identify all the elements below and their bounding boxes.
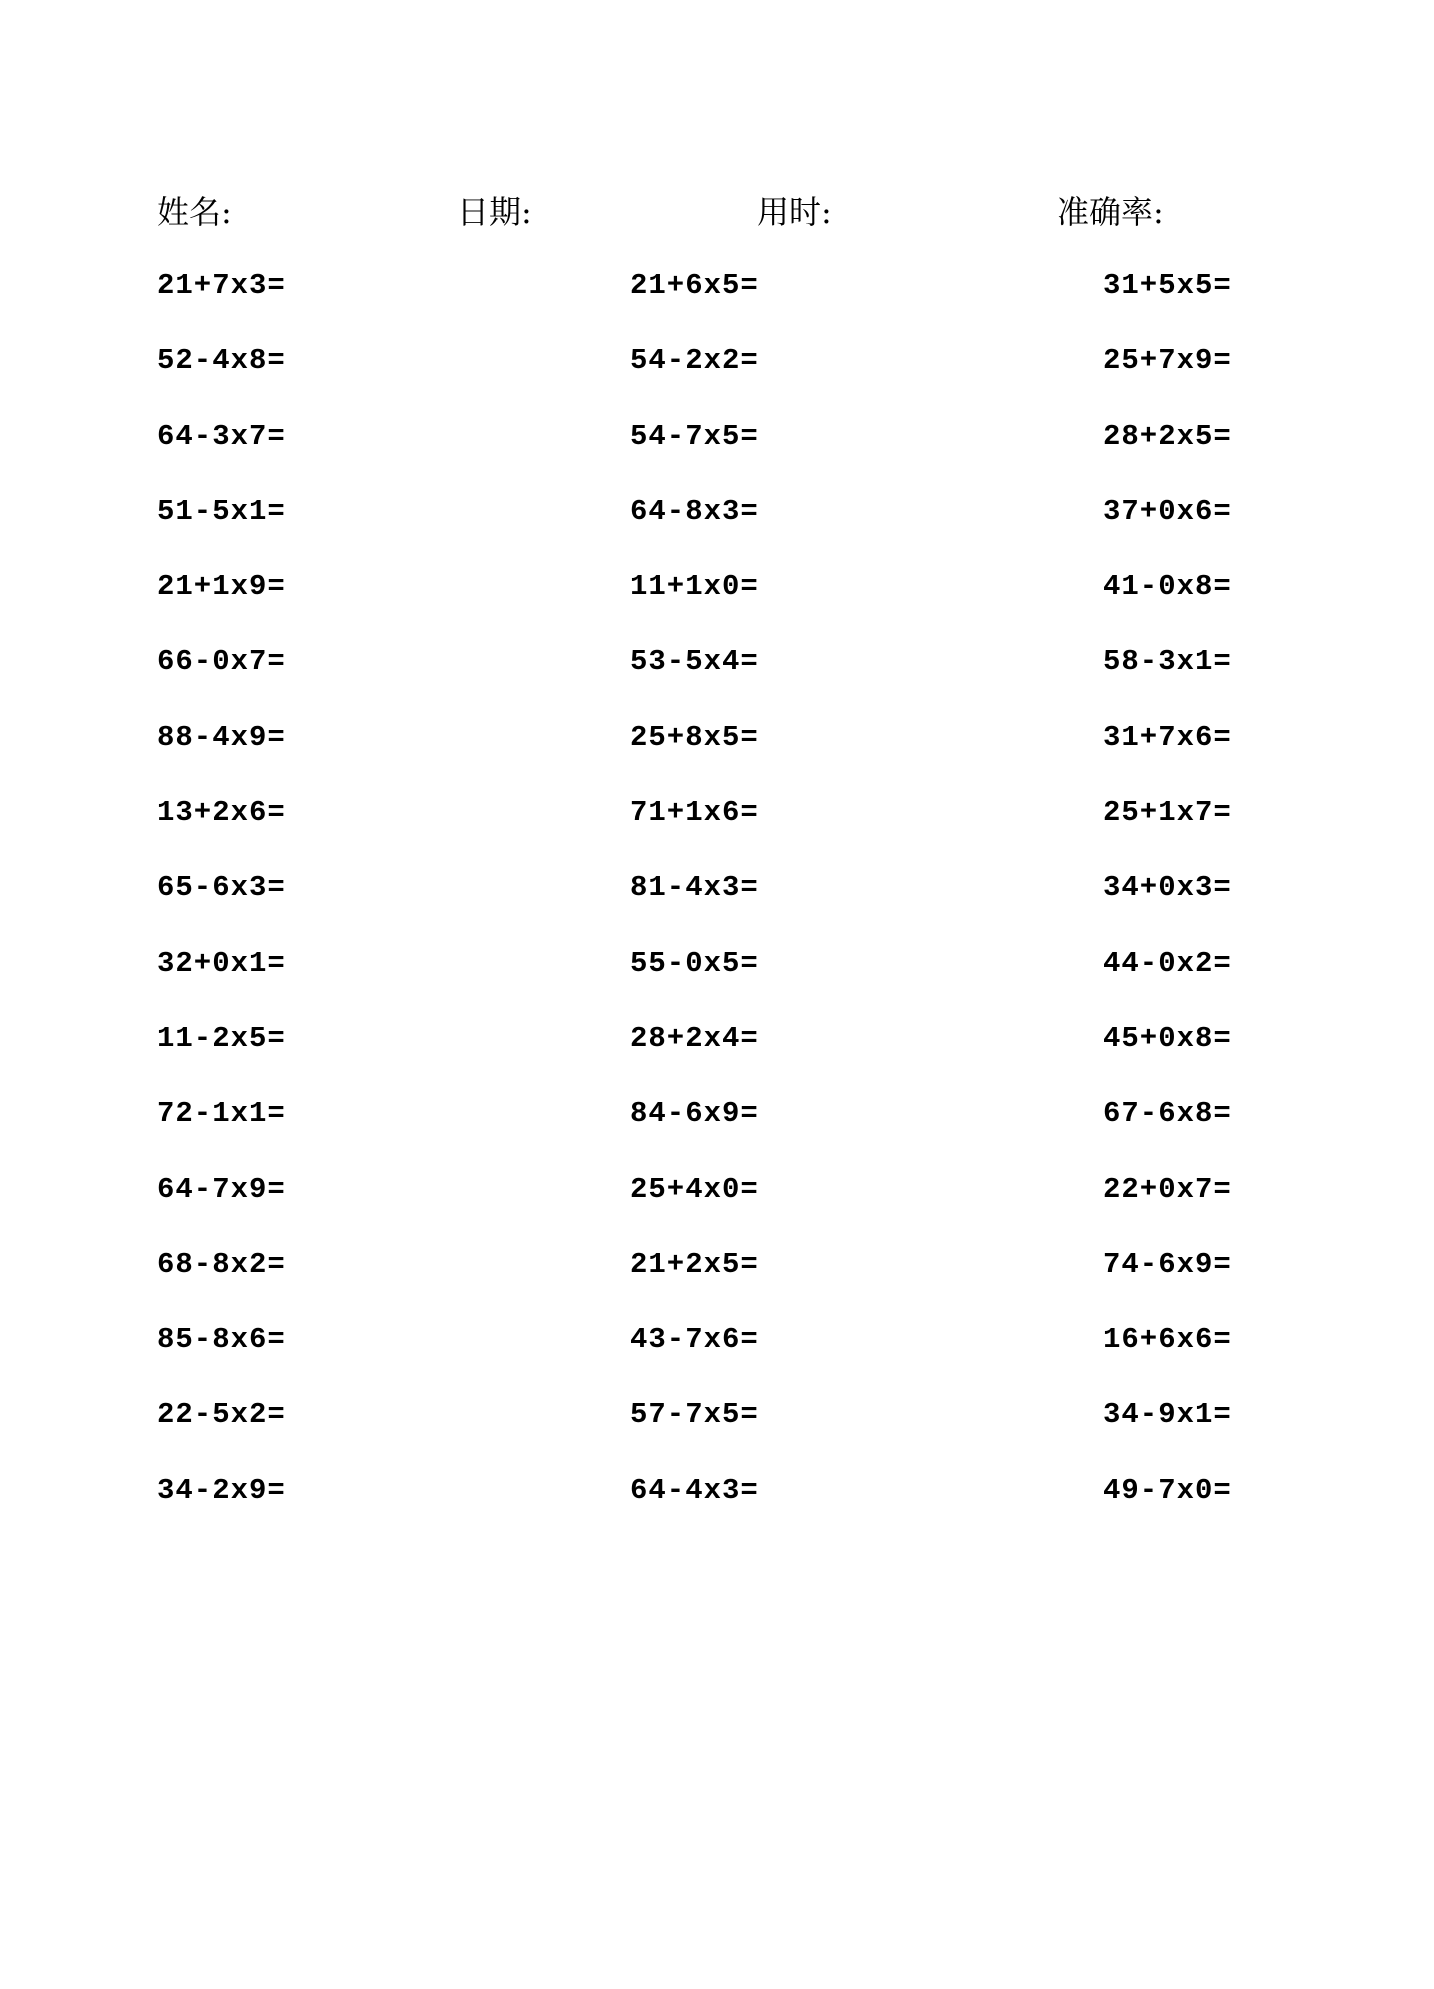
problem-row <box>0 262 1434 337</box>
math-problem: 64-4x3= <box>630 1473 759 1507</box>
math-problem: 72-1x1= <box>157 1097 286 1131</box>
problem-row <box>0 864 1434 939</box>
math-problem: 22+0x7= <box>1103 1172 1232 1206</box>
worksheet-header <box>0 187 1434 237</box>
problem-row <box>0 488 1434 563</box>
problem-row <box>0 789 1434 864</box>
math-problem: 28+2x5= <box>1103 419 1232 453</box>
math-problem: 51-5x1= <box>157 494 286 528</box>
math-problem: 25+1x7= <box>1103 796 1232 830</box>
problem-row <box>0 1166 1434 1241</box>
math-problem: 64-7x9= <box>157 1172 286 1206</box>
name-label: 姓名: <box>157 193 232 231</box>
problem-grid <box>0 262 1434 1542</box>
problem-row <box>0 563 1434 638</box>
math-problem: 16+6x6= <box>1103 1323 1232 1357</box>
math-problem: 67-6x8= <box>1103 1097 1232 1131</box>
math-problem: 32+0x1= <box>157 946 286 980</box>
math-problem: 31+5x5= <box>1103 269 1232 302</box>
math-problem: 21+7x3= <box>157 269 286 302</box>
math-problem: 13+2x6= <box>157 796 286 830</box>
math-problem: 45+0x8= <box>1103 1021 1232 1055</box>
math-problem: 22-5x2= <box>157 1398 286 1432</box>
math-problem: 57-7x5= <box>630 1398 759 1432</box>
math-problem: 21+1x9= <box>157 570 286 604</box>
math-problem: 44-0x2= <box>1103 946 1232 980</box>
math-problem: 58-3x1= <box>1103 645 1232 679</box>
problem-row <box>0 1391 1434 1466</box>
math-problem: 21+2x5= <box>630 1247 759 1281</box>
math-problem: 37+0x6= <box>1103 494 1232 528</box>
date-label: 日期: <box>457 193 532 231</box>
math-problem: 25+8x5= <box>630 720 759 754</box>
math-problem: 21+6x5= <box>630 269 759 302</box>
math-problem: 34+0x3= <box>1103 871 1232 905</box>
math-problem: 11+1x0= <box>630 570 759 604</box>
math-problem: 34-9x1= <box>1103 1398 1232 1432</box>
math-problem: 68-8x2= <box>157 1247 286 1281</box>
time-label: 用时: <box>757 193 832 231</box>
math-problem: 25+4x0= <box>630 1172 759 1206</box>
problem-row <box>0 638 1434 713</box>
math-problem: 54-7x5= <box>630 419 759 453</box>
math-problem: 64-3x7= <box>157 419 286 453</box>
problem-row <box>0 1015 1434 1090</box>
math-problem: 64-8x3= <box>630 494 759 528</box>
problem-row <box>0 337 1434 412</box>
accuracy-label: 准确率: <box>1057 193 1164 231</box>
math-problem: 25+7x9= <box>1103 344 1232 378</box>
math-problem: 55-0x5= <box>630 946 759 980</box>
math-problem: 85-8x6= <box>157 1323 286 1357</box>
math-problem: 53-5x4= <box>630 645 759 679</box>
math-problem: 43-7x6= <box>630 1323 759 1357</box>
math-problem: 28+2x4= <box>630 1021 759 1055</box>
math-problem: 31+7x6= <box>1103 720 1232 754</box>
problem-row <box>0 1467 1434 1542</box>
math-problem: 81-4x3= <box>630 871 759 905</box>
math-problem: 54-2x2= <box>630 344 759 378</box>
math-problem: 41-0x8= <box>1103 570 1232 604</box>
problem-row <box>0 1090 1434 1165</box>
math-problem: 71+1x6= <box>630 796 759 830</box>
math-problem: 49-7x0= <box>1103 1473 1232 1507</box>
problem-row <box>0 940 1434 1015</box>
problem-row <box>0 1316 1434 1391</box>
math-problem: 11-2x5= <box>157 1021 286 1055</box>
problem-row <box>0 1241 1434 1316</box>
problem-row <box>0 714 1434 789</box>
math-problem: 66-0x7= <box>157 645 286 679</box>
math-problem: 74-6x9= <box>1103 1247 1232 1281</box>
math-problem: 34-2x9= <box>157 1473 286 1507</box>
math-problem: 84-6x9= <box>630 1097 759 1131</box>
math-problem: 52-4x8= <box>157 344 286 378</box>
math-problem: 88-4x9= <box>157 720 286 754</box>
math-problem: 65-6x3= <box>157 871 286 905</box>
problem-row <box>0 413 1434 488</box>
